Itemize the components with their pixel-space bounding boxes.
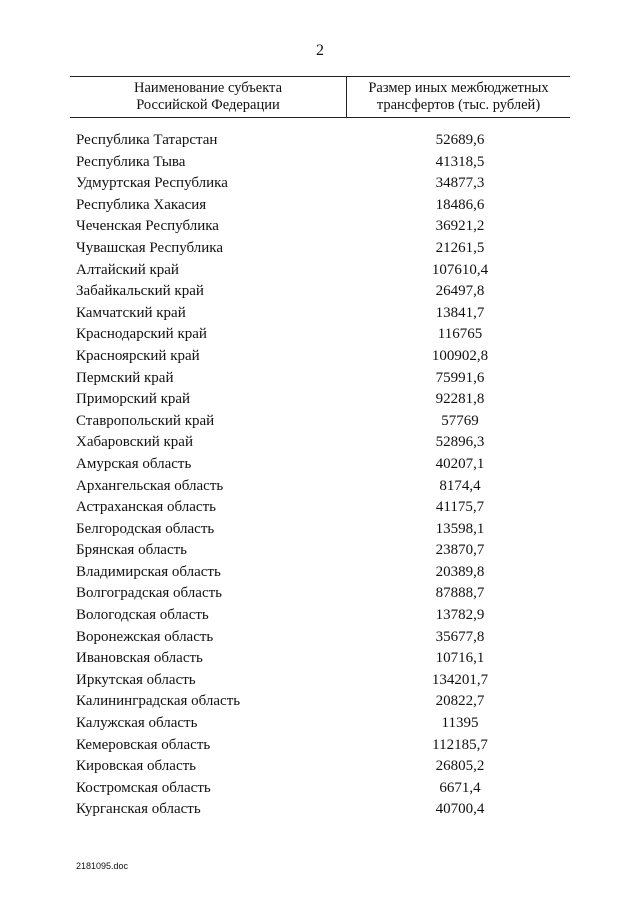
table-row <box>0 691 640 713</box>
table-row <box>0 346 640 368</box>
table-row <box>0 368 640 390</box>
subject-name: Алтайский край <box>76 261 179 278</box>
table-row <box>0 778 640 800</box>
subject-name: Забайкальский край <box>76 283 204 300</box>
subject-name: Ивановская область <box>76 650 203 667</box>
page-number: 2 <box>316 42 324 59</box>
subject-name: Чеченская Республика <box>76 218 219 235</box>
subject-name: Кемеровская область <box>76 736 211 753</box>
header-amount-line1: Размер иных межбюджетных <box>368 80 549 96</box>
table-row <box>0 303 640 325</box>
transfer-amount: 57769 <box>441 412 479 429</box>
transfer-amount: 21261,5 <box>435 239 485 256</box>
transfer-amount: 34877,3 <box>435 175 485 192</box>
table-row <box>0 152 640 174</box>
table-row <box>0 195 640 217</box>
subject-name: Астраханская область <box>76 499 216 516</box>
subject-name: Костромская область <box>76 779 211 796</box>
table-row <box>0 216 640 238</box>
subject-name: Волгоградская область <box>76 585 222 602</box>
table-row <box>0 562 640 584</box>
transfer-amount: 35677,8 <box>435 628 485 645</box>
transfer-amount: 40700,4 <box>435 801 485 818</box>
subject-name: Удмуртская Республика <box>76 175 228 192</box>
subject-name: Владимирская область <box>76 563 221 580</box>
subject-name: Кировская область <box>76 758 197 775</box>
table-row <box>0 454 640 476</box>
subject-name: Архангельская область <box>76 477 224 494</box>
table-row <box>0 476 640 498</box>
transfer-amount: 112185,7 <box>432 736 488 753</box>
subject-name: Воронежская область <box>76 628 214 645</box>
table-row <box>0 238 640 260</box>
table-row <box>0 540 640 562</box>
transfer-amount: 18486,6 <box>435 196 485 213</box>
table-row <box>0 324 640 346</box>
transfer-amount: 52896,3 <box>435 434 485 451</box>
subject-name: Иркутская область <box>76 671 196 688</box>
subject-name: Пермский край <box>76 369 174 386</box>
table-row <box>0 411 640 433</box>
transfer-amount: 13841,7 <box>435 304 485 321</box>
transfer-amount: 20822,7 <box>435 693 485 710</box>
transfer-amount: 13782,9 <box>435 607 485 624</box>
transfer-amount: 11395 <box>441 715 479 732</box>
table-row <box>0 648 640 670</box>
transfer-amount: 41175,7 <box>435 499 485 516</box>
header-subject-line2: Российской Федерации <box>136 97 280 113</box>
transfer-amount: 10716,1 <box>435 650 485 667</box>
transfer-amount: 26805,2 <box>435 758 485 775</box>
table-row <box>0 605 640 627</box>
transfer-amount: 20389,8 <box>435 563 485 580</box>
subject-name: Республика Хакасия <box>76 196 207 213</box>
header-subject-column <box>70 80 346 114</box>
subject-name: Калининградская область <box>76 693 241 710</box>
transfer-amount: 52689,6 <box>435 132 485 148</box>
transfer-amount: 26497,8 <box>435 283 485 300</box>
transfer-amount: 116765 <box>437 326 483 343</box>
subject-name: Красноярский край <box>76 347 200 364</box>
subject-name: Республика Татарстан <box>76 132 218 148</box>
subject-name: Вологодская область <box>76 607 209 624</box>
transfer-amount: 87888,7 <box>435 585 485 602</box>
table-row <box>0 735 640 757</box>
subject-name: Республика Тыва <box>76 153 186 170</box>
transfer-amount: 6671,4 <box>439 779 481 796</box>
table-row <box>0 670 640 692</box>
file-name-footer: 2181095.doc <box>76 861 129 871</box>
table-row <box>0 389 640 411</box>
table-row <box>0 497 640 519</box>
subject-name: Чувашская Республика <box>76 239 224 256</box>
subject-name: Брянская область <box>76 542 188 559</box>
transfer-amount: 75991,6 <box>435 369 485 386</box>
subject-name: Хабаровский край <box>76 434 193 451</box>
table-row <box>0 713 640 735</box>
subject-name: Ставропольский край <box>76 412 215 429</box>
transfer-amount: 100902,8 <box>431 347 489 364</box>
table-row <box>0 756 640 778</box>
subject-name: Краснодарский край <box>76 326 207 343</box>
transfer-amount: 13598,1 <box>435 520 485 537</box>
table-row <box>0 519 640 541</box>
table-row <box>0 583 640 605</box>
subject-name: Приморский край <box>76 391 191 408</box>
transfer-amount: 36921,2 <box>435 218 485 235</box>
transfer-amount: 92281,8 <box>435 391 485 408</box>
table-row <box>0 130 640 152</box>
transfer-amount: 23870,7 <box>435 542 485 559</box>
transfer-amount: 134201,7 <box>431 671 489 688</box>
table-header <box>70 76 570 118</box>
table-row <box>0 260 640 282</box>
header-amount-column <box>347 80 570 114</box>
subject-name: Курганская область <box>76 801 201 818</box>
transfer-amount: 8174,4 <box>439 477 481 494</box>
subject-name: Белгородская область <box>76 520 215 537</box>
table-row <box>0 799 640 821</box>
table-row <box>0 173 640 195</box>
table-row <box>0 281 640 303</box>
table-row <box>0 627 640 649</box>
subject-name: Амурская область <box>76 455 192 472</box>
table-row <box>0 432 640 454</box>
transfer-amount: 41318,5 <box>435 153 485 170</box>
header-amount-line2: трансфертов (тыс. рублей) <box>376 97 541 113</box>
table-body <box>0 130 640 821</box>
header-subject-line1: Наименование субъекта <box>133 80 283 96</box>
transfer-amount: 40207,1 <box>435 455 485 472</box>
subject-name: Калужская область <box>76 715 198 732</box>
transfer-amount: 107610,4 <box>431 261 489 278</box>
subject-name: Камчатский край <box>76 304 186 321</box>
